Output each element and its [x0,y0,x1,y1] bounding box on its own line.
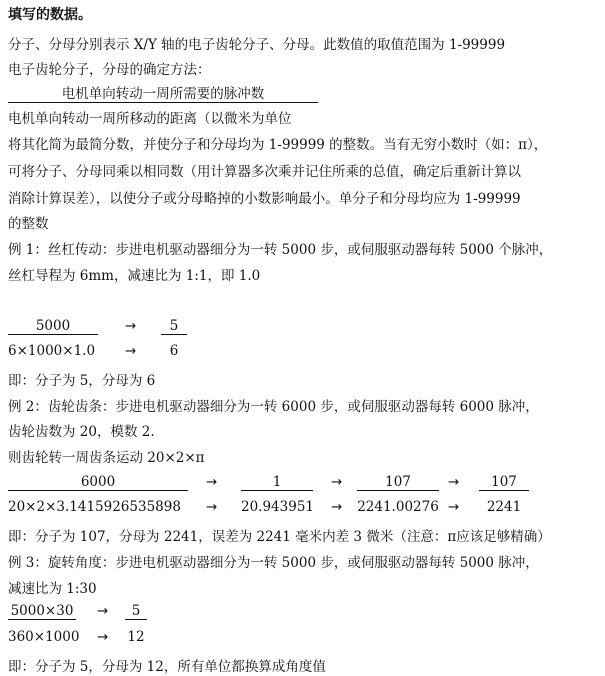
arrow-icon: → [448,499,460,515]
example3-denominator-simplified: 12 [127,629,145,645]
arrow-icon: → [97,629,109,645]
formula-denominator: 电机单向转动一周所移动的距离（以微米为单位 [8,111,292,127]
arrow-icon: → [206,474,218,490]
example2-denominator: 20.943951 [241,499,315,515]
example1-numerator-simplified: 5 [161,318,187,335]
text-line: 将其化简为最简分数，并使分子和分母均为 1-99999 的整数。当有无穷小数时（如：π）， [8,137,548,153]
example3-line: 例 3：旋转角度：步进电机驱动器细分为一转 5000 步，或伺服驱动器每转 5000 脉冲， [8,555,539,571]
text-line: 消除计算误差），以使分子或分母略掉的小数影响最小。单分子和分母均应为 1-99999 [8,191,521,207]
arrow-icon: → [331,499,343,515]
example2-numerator: 1 [241,474,313,491]
example1-numerator: 5000 [8,318,98,335]
example2-numerator: 107 [357,474,439,491]
example2-denominator: 2241.00276 [357,499,439,515]
example2-line: 例 2：齿轮齿条：步进电机驱动器细分为一转 6000 步，或伺服驱动器每转 6000 脉冲， [8,399,539,415]
example2-result: 即：分子为 107，分母为 2241，误差为 2241 毫米内差 3 微米（注意：π应该足够精确） [8,529,551,545]
example3-numerator: 5000×30 [8,603,76,620]
example3-denominator: 360×1000 [8,629,80,645]
section-title: 填写的数据。 [8,7,92,23]
text-line: 可将分子、分母同乘以相同数（用计算器多次乘并记住所乘的总值，确定后重新计算以 [8,164,521,180]
example3-result: 即：分子为 5，分母为 12，所有单位都换算成角度值 [8,659,326,675]
example3-numerator-simplified: 5 [125,603,147,620]
example2-numerator: 6000 [8,474,188,491]
example1-denominator-simplified: 6 [169,343,179,359]
arrow-icon: → [448,474,460,490]
text-line: 分子、分母分别表示 X/Y 轴的电子齿轮分子、分母。此数值的取值范围为 1-99999 [8,37,506,53]
example2-denominator: 2241 [486,499,522,515]
arrow-icon: → [206,499,218,515]
arrow-icon: → [97,603,109,619]
example2-line: 齿轮齿数为 20，模数 2. [8,424,155,440]
arrow-icon: → [125,343,137,359]
example1-line: 例 1：丝杠传动：步进电机驱动器细分为一转 5000 步，或伺服驱动器每转 5000 个脉冲， [8,242,553,258]
example2-numerator: 107 [479,474,529,491]
text-line: 电子齿轮分子，分母的确定方法： [8,62,211,78]
arrow-icon: → [331,474,343,490]
example2-denominator: 20×2×3.1415926535898 [8,499,181,515]
example1-result: 即：分子为 5，分母为 6 [8,373,156,389]
example1-line: 丝杠导程为 6mm，减速比为 1:1，即 1.0 [8,268,261,284]
example3-line: 减速比为 1:30 [8,581,97,597]
example2-line: 则齿轮转一周齿条运动 20×2×π [8,450,205,466]
text-line: 的整数 [8,216,49,232]
example1-denominator: 6×1000×1.0 [8,343,96,359]
arrow-icon: → [125,318,137,334]
formula-numerator: 电机单向转动一周所需要的脉冲数 [8,82,318,103]
